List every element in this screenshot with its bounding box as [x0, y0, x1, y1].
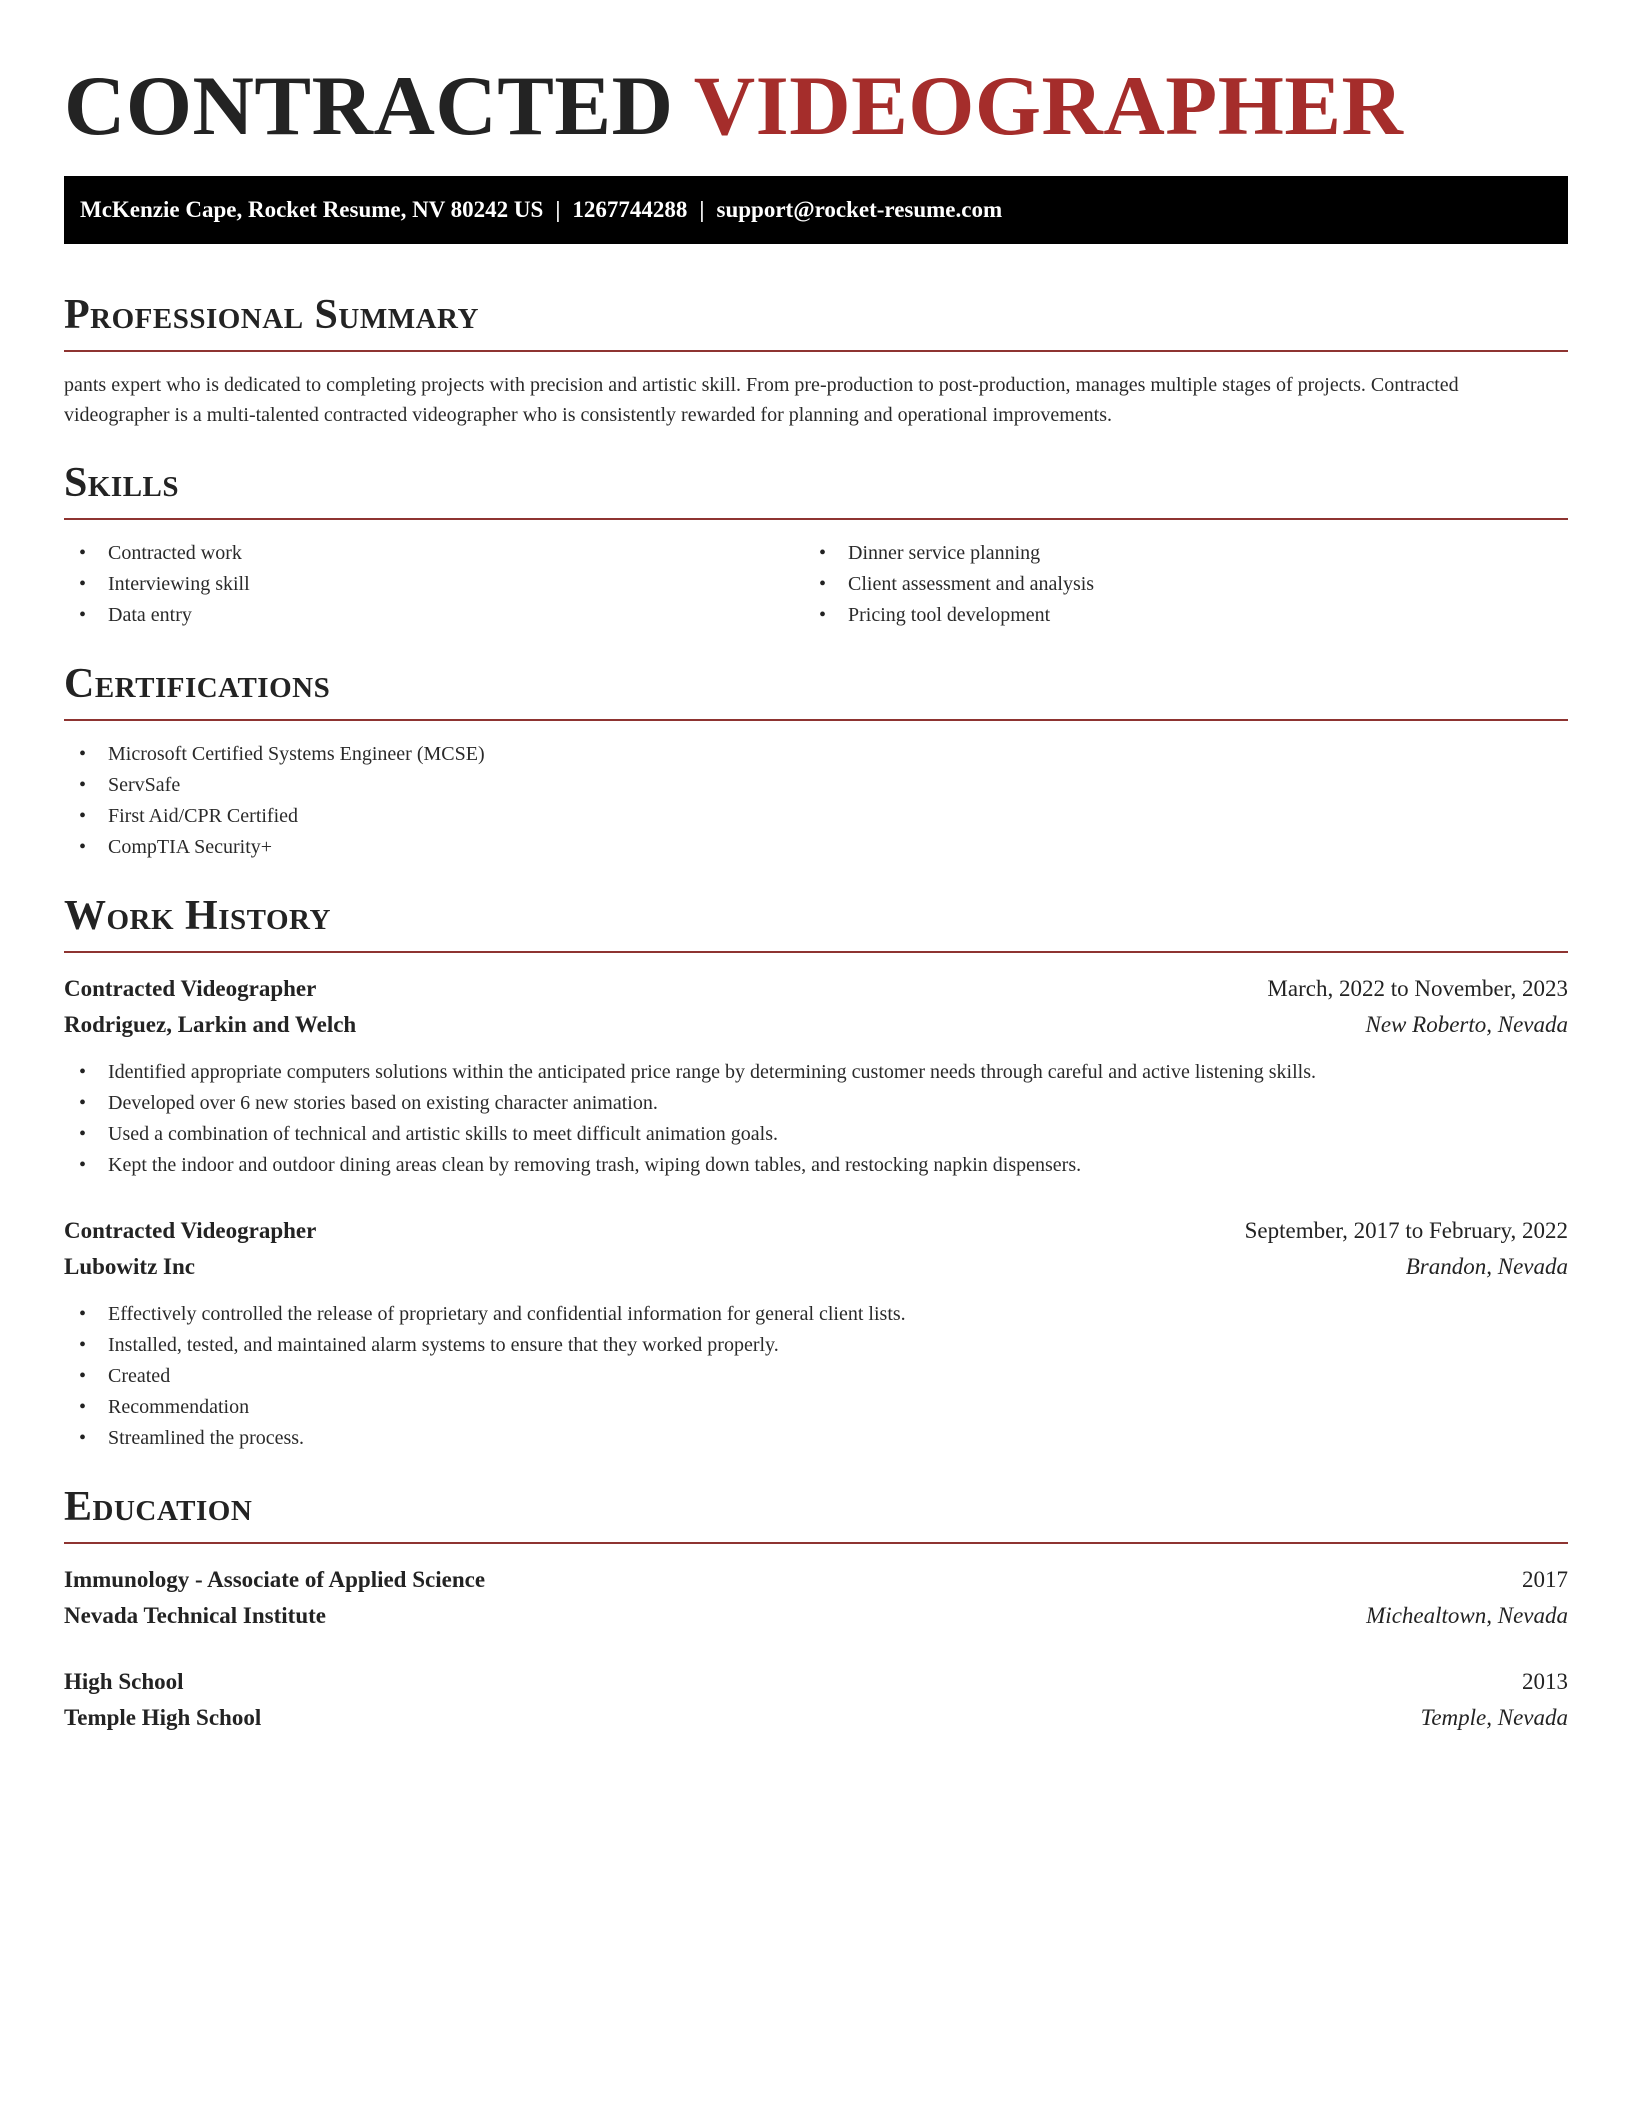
- job-dates: March, 2022 to November, 2023: [1267, 976, 1568, 1001]
- job-bullet: • Recommendation: [64, 1392, 1568, 1423]
- contact-separator: |: [699, 197, 705, 222]
- skills-list-left: [64, 538, 804, 631]
- education-entry: [64, 1562, 1568, 1634]
- skill-item: • Dinner service planning: [804, 538, 1544, 569]
- certification-item: • ServSafe: [64, 770, 1568, 801]
- certification-item: • Microsoft Certified Systems Engineer (MCSE): [64, 739, 1568, 770]
- resume-title: [64, 0, 1568, 156]
- work-history-heading: Work History: [64, 893, 331, 939]
- certification-item: • CompTIA Security+: [64, 832, 1568, 863]
- skill-item: • Data entry: [64, 600, 804, 631]
- job-bullets: [64, 1299, 1568, 1454]
- section-divider: [64, 518, 1568, 520]
- job-title: Contracted Videographer: [64, 1218, 317, 1243]
- job-bullet: • Created: [64, 1361, 1568, 1392]
- skill-item: • Contracted work: [64, 538, 804, 569]
- certifications-section: [64, 659, 1568, 863]
- job-bullet: • Installed, tested, and maintained alarm systems to ensure that they worked properly.: [64, 1330, 1568, 1361]
- job-bullets: [64, 1057, 1568, 1181]
- job-dates: September, 2017 to February, 2022: [1244, 1218, 1568, 1243]
- skill-item: • Interviewing skill: [64, 569, 804, 600]
- education-year: 2013: [1522, 1669, 1568, 1694]
- education-entry: [64, 1664, 1568, 1736]
- job-bullet: • Streamlined the process.: [64, 1423, 1568, 1454]
- job-bullet: • Kept the indoor and outdoor dining areas clean by removing trash, wiping down tables, and restocking napkin dispensers.: [64, 1150, 1568, 1181]
- section-divider: [64, 719, 1568, 721]
- job-location: Brandon, Nevada: [1405, 1254, 1568, 1279]
- contact-address: McKenzie Cape, Rocket Resume, NV 80242 US: [80, 197, 544, 222]
- job-company: Rodriguez, Larkin and Welch: [64, 1012, 357, 1037]
- job-company: Lubowitz Inc: [64, 1254, 195, 1279]
- summary-text: pants expert who is dedicated to completing projects with precision and artistic skill. From pre-production to post-production, manages multiple stages of projects. Contracted videographer is a multi-talented contracted videographer who is consistently rewarded for planning and operational improvements.: [64, 374, 1459, 426]
- summary-section: [64, 290, 1568, 430]
- education-location: Temple, Nevada: [1420, 1705, 1568, 1730]
- skill-item: • Client assessment and analysis: [804, 569, 1544, 600]
- job-bullet: • Effectively controlled the release of proprietary and confidential information for general client lists.: [64, 1299, 1568, 1330]
- job-bullet: • Identified appropriate computers solutions within the anticipated price range by determining customer needs through careful and active listening skills.: [64, 1057, 1568, 1088]
- skills-list-right: [804, 538, 1544, 631]
- education-section: [64, 1482, 1568, 1736]
- job-entry: [64, 1213, 1568, 1454]
- section-divider: [64, 1542, 1568, 1544]
- education-degree: High School: [64, 1669, 184, 1694]
- contact-bar: [64, 176, 1568, 244]
- education-school: Temple High School: [64, 1705, 262, 1730]
- job-title: Contracted Videographer: [64, 976, 317, 1001]
- certifications-list: [64, 739, 1568, 863]
- summary-heading: Professional Summary: [64, 292, 479, 338]
- contact-separator: |: [555, 197, 561, 222]
- contact-email: support@rocket-resume.com: [716, 197, 1003, 222]
- job-bullet: • Developed over 6 new stories based on existing character animation.: [64, 1088, 1568, 1119]
- certifications-heading: Certifications: [64, 661, 331, 707]
- skills-grid: [64, 538, 1568, 631]
- skills-section: [64, 458, 1568, 631]
- certification-item: • First Aid/CPR Certified: [64, 801, 1568, 832]
- education-degree: Immunology - Associate of Applied Science: [64, 1567, 486, 1592]
- job-entry: [64, 971, 1568, 1181]
- section-divider: [64, 350, 1568, 352]
- title-part-2: VIDEOGRAPHER: [693, 59, 1404, 153]
- job-bullet: • Used a combination of technical and artistic skills to meet difficult animation goals.: [64, 1119, 1568, 1150]
- education-year: 2017: [1522, 1567, 1568, 1592]
- education-heading: Education: [64, 1484, 253, 1530]
- job-location: New Roberto, Nevada: [1365, 1012, 1568, 1037]
- contact-phone: 1267744288: [572, 197, 688, 222]
- education-school: Nevada Technical Institute: [64, 1603, 326, 1628]
- title-part-1: CONTRACTED: [64, 59, 674, 153]
- education-location: Michealtown, Nevada: [1366, 1603, 1568, 1628]
- work-history-section: [64, 891, 1568, 1454]
- skills-heading: Skills: [64, 460, 180, 506]
- skill-item: • Pricing tool development: [804, 600, 1544, 631]
- section-divider: [64, 951, 1568, 953]
- resume-page: [64, 0, 1568, 1736]
